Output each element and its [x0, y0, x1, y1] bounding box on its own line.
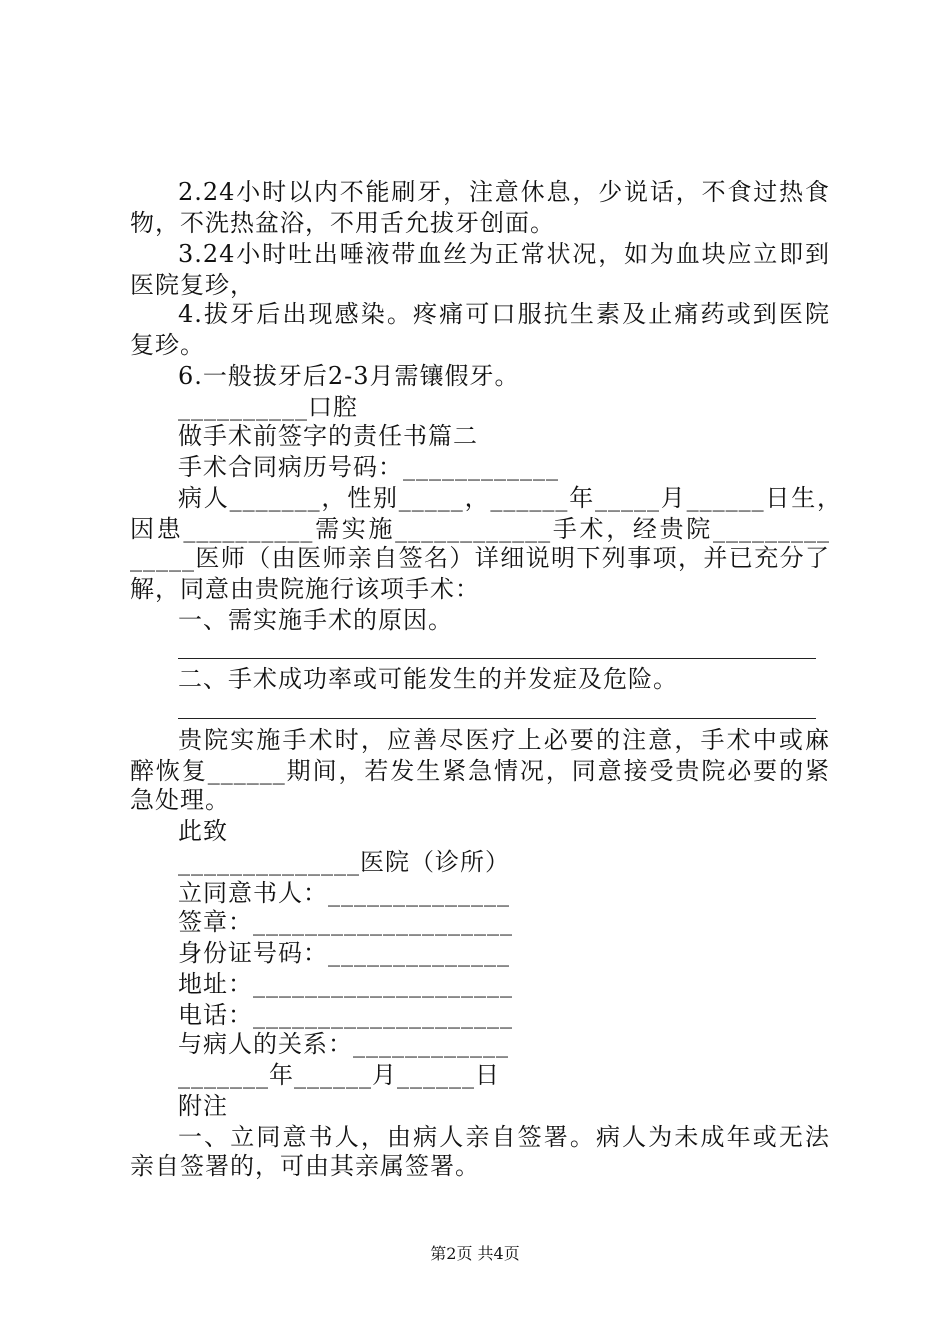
- paragraph-line: 贵院实施手术时，应善尽医疗上必要的注意，手术中或麻: [178, 726, 830, 754]
- paragraph-line: 6.一般拔牙后2-3月需镶假牙。: [178, 362, 520, 390]
- section-heading: 二、手术成功率或可能发生的并发症及危险。: [178, 665, 678, 693]
- blank-answer-line: [178, 658, 816, 659]
- relationship-line: 与病人的关系：____________: [178, 1030, 509, 1058]
- paragraph-line: 2.24小时以内不能刷牙，注意休息，少说话，不食过热食: [178, 178, 830, 206]
- seal-line: 签章：____________________: [178, 908, 513, 936]
- salutation: 此致: [178, 817, 228, 845]
- paragraph-line: 一、立同意书人，由病人亲自签署。病人为未成年或无法: [178, 1123, 830, 1151]
- paragraph-line: 解，同意由贵院施行该项手术：: [130, 575, 480, 603]
- notes-heading: 附注: [178, 1092, 228, 1120]
- section-heading: 一、需实施手术的原因。: [178, 606, 453, 634]
- hospital-line: ______________医院（诊所）: [178, 848, 510, 876]
- record-number-line: 手术合同病历号码：____________: [178, 453, 559, 481]
- paragraph-line: 物，不洗热盆浴，不用舌允拔牙创面。: [130, 209, 555, 237]
- paragraph-line: 3.24小时吐出唾液带血丝为正常状况，如为血块应立即到: [178, 240, 830, 268]
- address-line: 地址：____________________: [178, 970, 513, 998]
- paragraph-line: 因患__________需实施____________手术，经贵院_________: [130, 515, 830, 543]
- blank-answer-line: [178, 718, 816, 719]
- phone-line: 电话：____________________: [178, 1001, 513, 1029]
- paragraph-line: 亲自签署的，可由其亲属签署。: [130, 1152, 480, 1180]
- patient-info-line: 病人_______，性别_____，______年_____月______日生，: [178, 484, 842, 512]
- signer-line: 立同意书人：______________: [178, 879, 510, 907]
- date-line: _______年______月______日: [178, 1061, 500, 1089]
- paragraph-line: 医院复珍，: [130, 271, 255, 299]
- paragraph-line: 复珍。: [130, 331, 205, 359]
- id-number-line: 身份证号码：______________: [178, 939, 510, 967]
- paragraph-line: 醉恢复______期间，若发生紧急情况，同意接受贵院必要的紧: [130, 757, 830, 785]
- section-title: 做手术前签字的责任书篇二: [178, 422, 478, 450]
- paragraph-line: 4.拔牙后出现感染。疼痛可口服抗生素及止痛药或到医院: [178, 300, 830, 328]
- clinic-name-line: __________口腔: [178, 393, 358, 421]
- page-footer: 第2页 共4页: [430, 1244, 520, 1263]
- paragraph-line: _____医师（由医师亲自签名）详细说明下列事项，并已充分了: [130, 544, 830, 572]
- paragraph-line: 急处理。: [130, 786, 230, 814]
